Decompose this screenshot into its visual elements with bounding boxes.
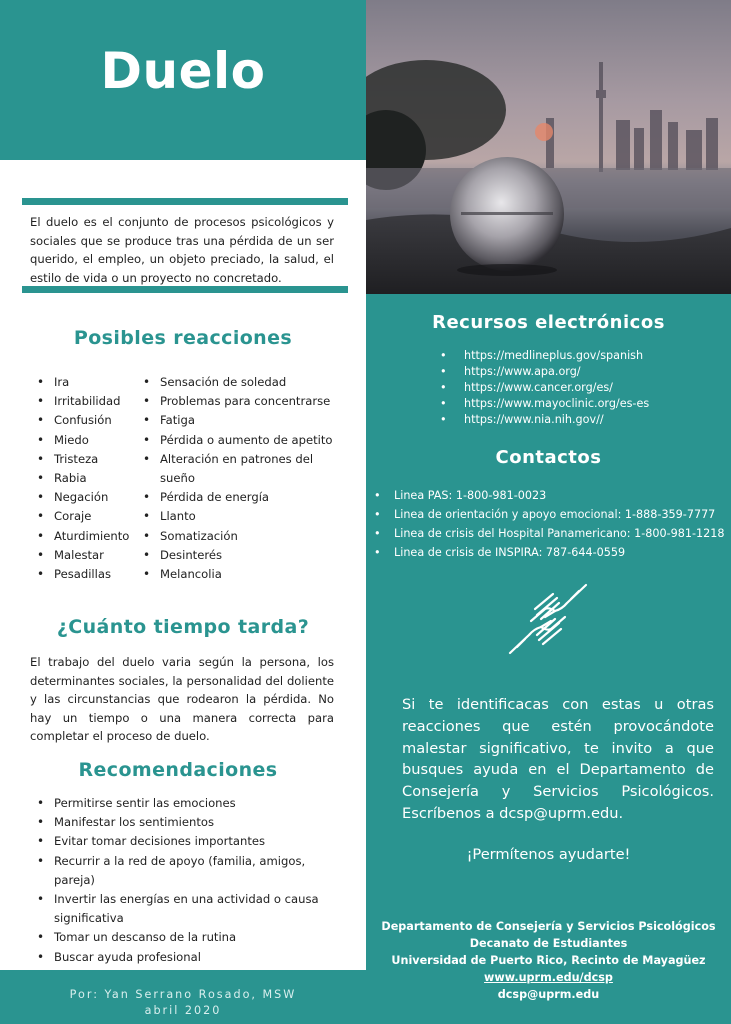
reaccion-item: • Pérdida o aumento de apetito — [143, 431, 339, 450]
reacciones-list-1 — [37, 373, 137, 584]
reaccion-item: • Confusión — [37, 411, 137, 430]
resource-link[interactable]: • https://www.nia.nih.gov// — [440, 412, 649, 428]
reaccion-item: • Melancolia — [143, 565, 339, 584]
dept-website-link[interactable]: www.uprm.edu/dcsp — [484, 971, 613, 984]
reaccion-item: • Malestar — [37, 546, 137, 565]
reaccion-item: • Somatización — [143, 527, 339, 546]
resource-link[interactable]: • https://www.mayoclinic.org/es-es — [440, 396, 649, 412]
dept-dean: Decanato de Estudiantes — [469, 937, 628, 950]
dept-email[interactable]: dcsp@uprm.edu — [497, 988, 600, 1001]
resource-link[interactable]: • https://medlineplus.gov/spanish — [440, 348, 649, 364]
page-title: Duelo — [100, 42, 266, 100]
contact-item: • Linea de crisis del Hospital Panamericano: 1-800-981-1218 — [374, 524, 725, 543]
recomendaciones-heading: Recomendaciones — [78, 759, 278, 781]
contact-item: • Linea PAS: 1-800-981-0023 — [374, 486, 725, 505]
reaccion-item: • Aturdimiento — [37, 527, 137, 546]
recomendacion-item: • Evitar tomar decisiones importantes — [37, 832, 337, 851]
divider-bottom — [22, 286, 348, 293]
reaccion-item: • Miedo — [37, 431, 137, 450]
dept-university: Universidad de Puerto Rico, Recinto de Mayagüez — [391, 954, 706, 967]
intro-text: El duelo es el conjunto de procesos psicológicos y sociales que se produce tras una pérdida de un ser querido, el empleo, un objeto preciado, la salud, el estilo de vida o un proyecto no concretado. — [30, 215, 334, 285]
date-line: abril 2020 — [144, 1004, 222, 1017]
contact-item: • Linea de crisis de INSPIRA: 787-644-0559 — [374, 543, 725, 562]
reaccion-item: • Irritabilidad — [37, 392, 137, 411]
dept-name: Departamento de Consejería y Servicios Psicológicos — [381, 920, 716, 933]
reaccion-item: • Desinterés — [143, 546, 339, 565]
reaccion-item: • Ira — [37, 373, 137, 392]
crystal-ball-city-photo — [366, 0, 731, 294]
department-info — [366, 918, 731, 1003]
reaccion-item: • Pesadillas — [37, 565, 137, 584]
help-message: Si te identificacas con estas u otras reacciones que estén provocándote malestar significativo, te invito a que busques ayuda en el Departamento de Consejería y Servicios Psicológicos. Escríbenos a dcsp@uprm.edu. — [402, 696, 714, 822]
reaccion-item: • Pérdida de energía — [143, 488, 339, 507]
recursos-list — [440, 348, 649, 428]
reaccion-item: • Alteración en patrones del sueño — [143, 450, 339, 488]
recomendaciones-list — [37, 794, 337, 967]
reaccion-item: • Tristeza — [37, 450, 137, 469]
reaccion-item: • Problemas para concentrarse — [143, 392, 339, 411]
helping-hands-icon — [507, 583, 589, 655]
reaccion-item: • Fatiga — [143, 411, 339, 430]
recursos-heading: Recursos electrónicos — [432, 312, 665, 333]
title-band — [0, 0, 366, 160]
reaccion-item: • Rabia — [37, 469, 137, 488]
recomendacion-item: • Buscar ayuda profesional — [37, 948, 337, 967]
reaccion-item: • Sensación de soledad — [143, 373, 339, 392]
reaccion-item: • Negación — [37, 488, 137, 507]
recomendacion-item: • Permitirse sentir las emociones — [37, 794, 337, 813]
recomendacion-item: • Invertir las energías en una actividad o causa significativa — [37, 890, 337, 928]
tiempo-text: El trabajo del duelo varia según la persona, los determinantes sociales, la personalidad del doliente y las circunstancias que rodearon la pérdida. No hay un tiempo o una manera correcta para completar el proceso de duelo. — [30, 655, 334, 743]
reacciones-list-2 — [143, 373, 339, 584]
contactos-list — [374, 486, 725, 562]
reacciones-heading: Posibles reacciones — [73, 327, 293, 349]
contactos-heading: Contactos — [495, 447, 602, 468]
reaccion-item: • Llanto — [143, 507, 339, 526]
reaccion-item: • Coraje — [37, 507, 137, 526]
resource-link[interactable]: • https://www.apa.org/ — [440, 364, 649, 380]
help-cta: ¡Permítenos ayudarte! — [466, 846, 631, 863]
recomendacion-item: • Manifestar los sentimientos — [37, 813, 337, 832]
recomendacion-item: • Tomar un descanso de la rutina — [37, 928, 337, 947]
recomendacion-item: • Recurrir a la red de apoyo (familia, amigos, pareja) — [37, 852, 337, 890]
author-line: Por: Yan Serrano Rosado, MSW — [69, 988, 297, 1001]
divider-top — [22, 198, 348, 205]
tiempo-heading: ¿Cuánto tiempo tarda? — [56, 616, 310, 638]
resource-link[interactable]: • https://www.cancer.org/es/ — [440, 380, 649, 396]
contact-item: • Linea de orientación y apoyo emocional: 1-888-359-7777 — [374, 505, 725, 524]
